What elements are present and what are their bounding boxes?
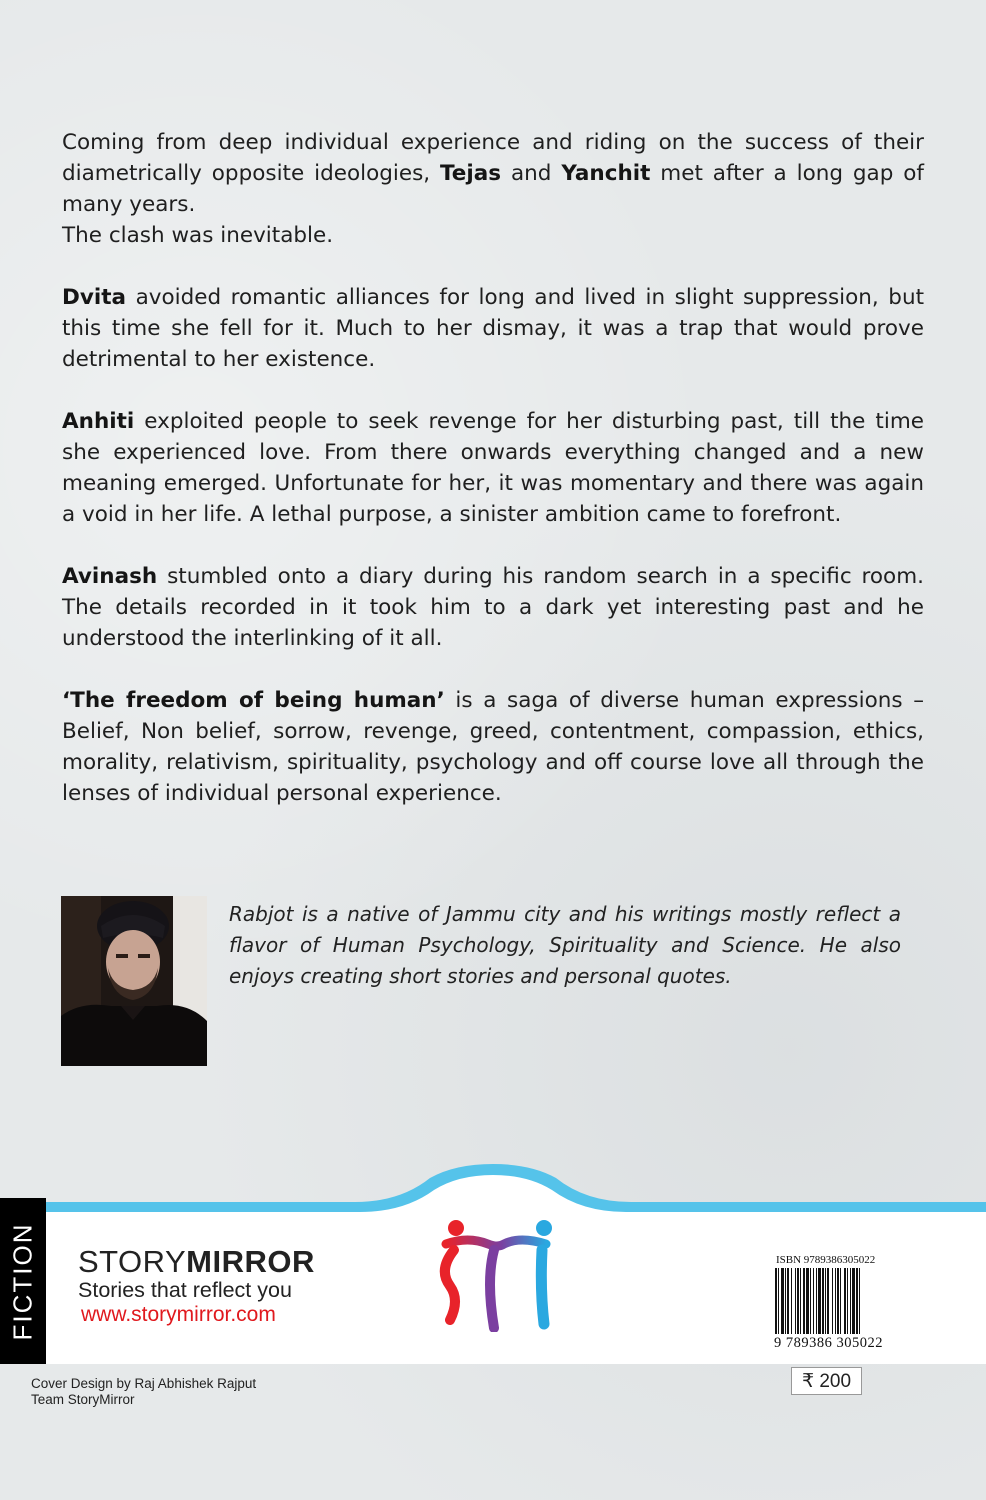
barcode-bar [840, 1268, 841, 1334]
publisher-tagline: Stories that reflect you [78, 1278, 292, 1302]
barcode-bar [806, 1268, 809, 1334]
character-name-yanchit: Yanchit [561, 161, 651, 186]
barcode-bar [813, 1268, 814, 1334]
author-bio: Rabjot is a native of Jammu city and his writings mostly reflect a flavor of Human Psychology, Spirituality and Science. He also enjoys creating short stories and personal quotes. [229, 902, 901, 988]
barcode-digits: 9 789386 305022 [774, 1335, 883, 1351]
barcode-bar [844, 1268, 846, 1334]
barcode-bar [785, 1268, 786, 1334]
isbn-label: ISBN 9789386305022 [776, 1254, 876, 1266]
barcode-bar [816, 1268, 817, 1334]
barcode-bar [800, 1268, 801, 1334]
barcode-bar [822, 1268, 824, 1334]
publisher-brand [78, 1244, 315, 1280]
cover-credit-line-1: Cover Design by Raj Abhishek Rajput [31, 1376, 257, 1391]
character-name-anhiti: Anhiti [62, 409, 135, 434]
storymirror-logo [428, 1220, 564, 1332]
barcode-bar [797, 1268, 799, 1334]
author-portrait-illustration [61, 896, 207, 1066]
cover-credit-line-2: Team StoryMirror [31, 1392, 135, 1407]
blurb-paragraph-1: Coming from deep individual experience and riding on the success of their diametrically opposite ideologies, Tejas and Yanchit met after a long gap of many years. [62, 130, 924, 217]
barcode-bar [825, 1268, 826, 1334]
barcode-bar [787, 1268, 789, 1334]
barcode-bar [847, 1268, 848, 1334]
barcode-bar [775, 1268, 777, 1334]
publisher-website: www.storymirror.com [81, 1303, 276, 1326]
barcode-bar [827, 1268, 829, 1334]
blurb-paragraph-2: Dvita avoided romantic alliances for long and lived in slight suppression, but this time she fell for it. Much to her dismay, it was a trap that would prove detrimental to her existence. [62, 285, 924, 372]
back-cover-blurb [62, 127, 924, 840]
barcode-bar [852, 1268, 855, 1334]
barcode-bar [803, 1268, 805, 1334]
barcode-bar [810, 1268, 811, 1334]
barcode-bar [850, 1268, 851, 1334]
character-name-tejas: Tejas [440, 161, 502, 186]
blurb-paragraph-3: Anhiti exploited people to seek revenge for her disturbing past, till the time she experienced love. From there onwards everything changed and a new meaning emerged. Unfortunate for her, it was momentary and there was again a void in her life. A lethal purpose, a sinister ambition came to forefront. [62, 409, 924, 527]
barcode-bar [832, 1268, 833, 1334]
book-title: ‘The freedom of being human’ [62, 688, 445, 713]
barcode-bar [795, 1268, 796, 1334]
barcode-bar [781, 1268, 784, 1334]
barcode-bar [791, 1268, 792, 1334]
author-photo [61, 896, 207, 1066]
genre-band [0, 1198, 46, 1364]
blurb-paragraph-5: ‘The freedom of being human’ is a saga of diverse human expressions – Belief, Non belief, sorrow, revenge, greed, contentment, compassion, ethics, morality, relativism, spirituality, psychology and off course love all through the lenses of individual personal experience. [62, 688, 924, 806]
blurb-paragraph-4: Avinash stumbled onto a diary during his random search in a specific room. The details recorded in it took him to a dark yet interesting past and he understood the interlinking of it all. [62, 564, 924, 651]
blurb-paragraph-1b: The clash was inevitable. [62, 223, 334, 248]
brand-mirror: MIRROR [186, 1244, 315, 1279]
price-tag: ₹ 200 [791, 1367, 862, 1395]
character-name-avinash: Avinash [62, 564, 158, 589]
barcode-bar [835, 1268, 836, 1334]
barcode-bar [778, 1268, 779, 1334]
barcode-bar [859, 1268, 860, 1334]
barcode-bar [818, 1268, 821, 1334]
barcode-bar [856, 1268, 858, 1334]
character-name-dvita: Dvita [62, 285, 127, 310]
barcode-bar [837, 1268, 839, 1334]
genre-label: FICTION [7, 1222, 38, 1340]
brand-story: STORY [78, 1244, 187, 1279]
